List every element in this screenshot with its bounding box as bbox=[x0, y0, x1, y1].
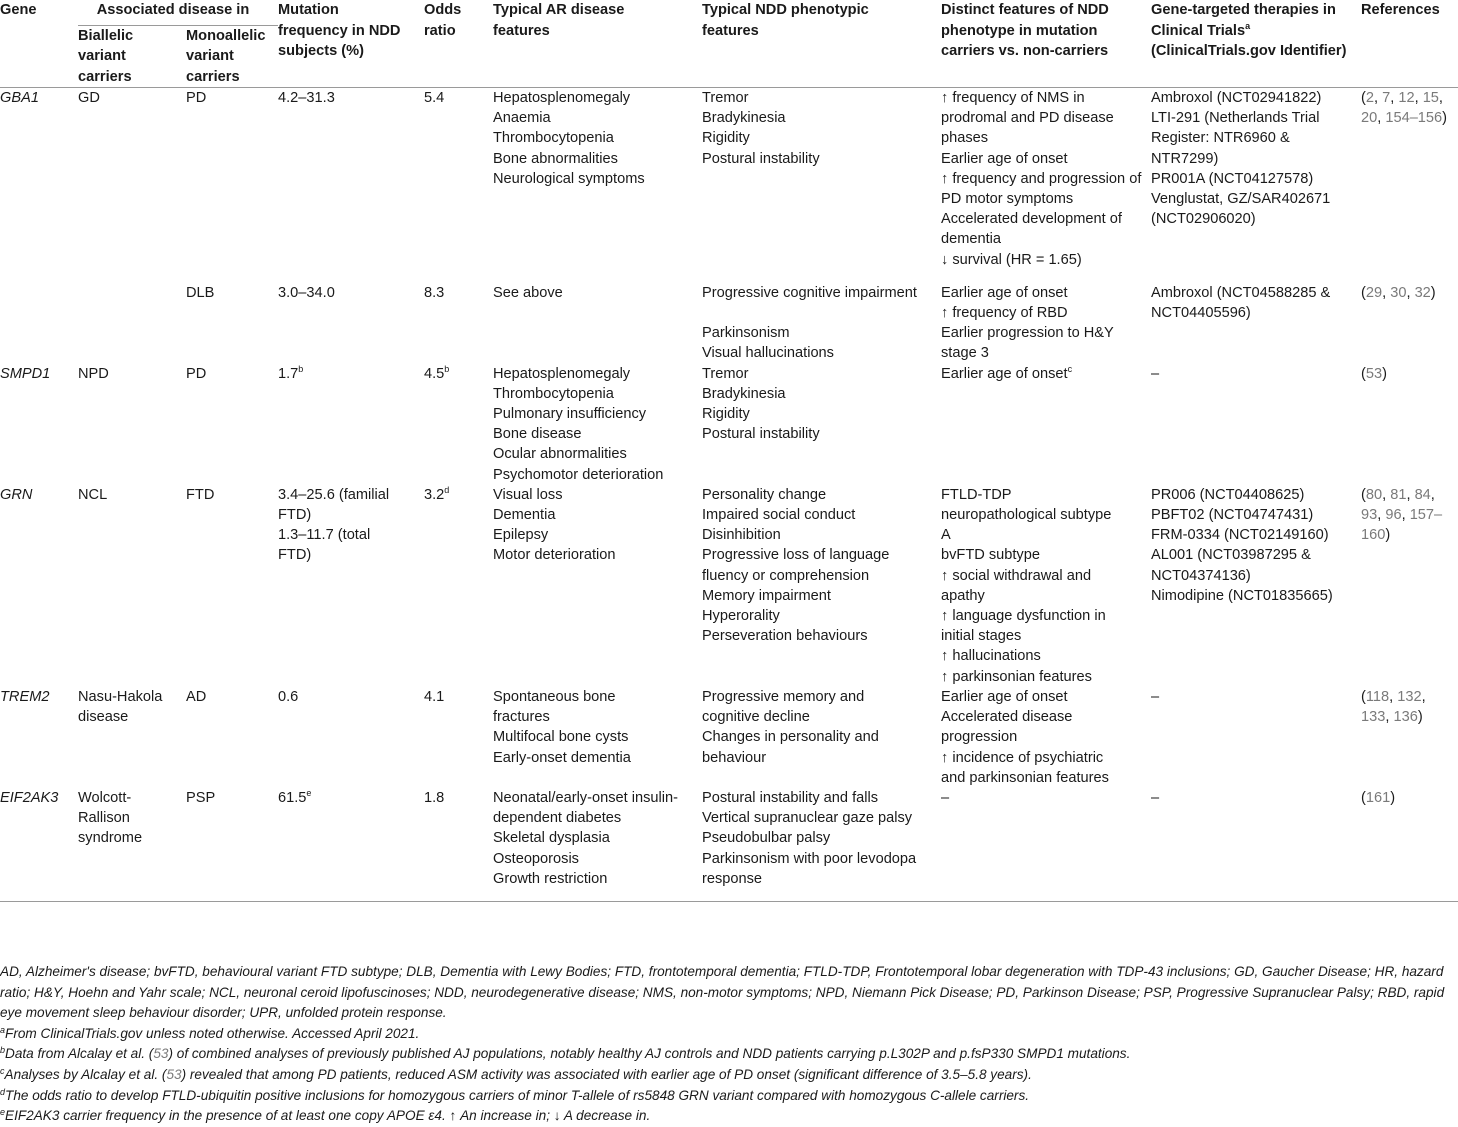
footnote-mark: c bbox=[1067, 363, 1073, 374]
list-item: Visual loss bbox=[493, 486, 563, 503]
list-item: ↓ survival (HR = 1.65) bbox=[941, 251, 1082, 268]
header-therapies-footnote-mark: a bbox=[1245, 20, 1251, 31]
table-row-grn bbox=[0, 485, 1458, 687]
references-cell: (80, 81, 84, 93, 96, 157–160) bbox=[1361, 486, 1443, 544]
footnote-abbreviations: AD, Alzheimer's disease; bvFTD, behavioural variant FTD subtype; DLB, Dementia with Lewy Bodies; FTD, frontotemporal dementia; FTLD-TDP, Frontotemporal lobar degeneration with TDP-43 inclusions; GD, Gaucher Disease; HR, hazard ratio; H&Y, Hoehn and Yahr scale; NCL, neuronal ceroid lipofuscinoses; NDD, neurodegenerative disease; NMS, non-motor symptoms; NPD, Niemann Pick Disease; PD, Parkinson Disease; PSP, Progressive Supranuclear Palsy; RBD, rapid eye movement sleep behaviour disorder; UPR, unfolded protein response. bbox=[0, 964, 1445, 1021]
list-item: Psychomotor deterioration bbox=[493, 466, 664, 483]
odds-cell: 4.1 bbox=[424, 688, 445, 705]
therapies-cell bbox=[1151, 88, 1361, 270]
footnote-text: Data from Alcalay et al. ( bbox=[5, 1046, 154, 1062]
list-item: ↑ language dysfunction in initial stages bbox=[941, 608, 1106, 645]
header-ndd-features: Typical NDD phenotypic features bbox=[702, 0, 941, 88]
list-item: PR006 (NCT04408625) bbox=[1151, 486, 1305, 503]
ref-link[interactable]: 80 bbox=[1365, 486, 1383, 503]
references-cell: (2, 7, 12, 15, 20, 154–156) bbox=[1361, 90, 1448, 127]
list-item: Personality change bbox=[702, 486, 827, 503]
list-item: Pseudobulbar palsy bbox=[702, 830, 831, 847]
footnote-mark: b bbox=[444, 363, 450, 374]
frequency-cell bbox=[278, 788, 424, 902]
ref-link[interactable]: 53 bbox=[1365, 365, 1383, 382]
list-item: Progressive cognitive impairment bbox=[702, 284, 917, 301]
therapies-cell: – bbox=[1151, 688, 1160, 705]
list-item: Bradykinesia bbox=[702, 385, 786, 402]
references-cell: (53) bbox=[1361, 365, 1387, 382]
header-biallelic: Biallelic variant carriers bbox=[78, 25, 186, 88]
ndd-features-cell bbox=[702, 485, 941, 687]
ref-link[interactable]: 30 bbox=[1390, 284, 1407, 301]
monoallelic-cell: AD bbox=[186, 688, 207, 705]
list-item: Epilepsy bbox=[493, 527, 549, 544]
frequency-cell: 0.6 bbox=[278, 688, 299, 705]
list-item: Changes in personality and behaviour bbox=[702, 729, 879, 766]
odds-cell bbox=[424, 364, 493, 485]
footnote-mark: d bbox=[444, 484, 450, 495]
list-item: Parkinsonism with poor levodopa response bbox=[702, 850, 917, 887]
list-item: ↑ frequency of RBD bbox=[941, 305, 1068, 322]
references-cell: (118, 132, 133, 136) bbox=[1361, 688, 1426, 726]
ref-link[interactable]: 84 bbox=[1414, 486, 1431, 503]
footnote-text: The odds ratio to develop FTLD-ubiquitin positive inclusions for homozygous carriers of minor T-allele of rs5848 GRN variant compared with homozygous C-allele carriers. bbox=[5, 1087, 1030, 1103]
list-item: Anaemia bbox=[493, 110, 551, 127]
gene-cell: SMPD1 bbox=[0, 365, 51, 382]
list-item: Earlier age of onset bbox=[941, 150, 1068, 167]
ref-link[interactable]: 81 bbox=[1390, 486, 1407, 503]
frequency-cell bbox=[278, 485, 424, 687]
biallelic-cell: Wolcott-Rallison syndrome bbox=[78, 788, 186, 902]
table-row-smpd1 bbox=[0, 364, 1458, 485]
header-therapies bbox=[1151, 0, 1361, 88]
table-footnotes bbox=[0, 962, 1458, 1127]
list-item: Ocular abnormalities bbox=[493, 446, 627, 463]
list-item: Earlier age of onset bbox=[941, 688, 1068, 705]
header-therapies-identifier: (ClinicalTrials.gov Identifier) bbox=[1151, 43, 1347, 59]
odds-cell: 1.8 bbox=[424, 788, 493, 902]
footnote-text: From ClinicalTrials.gov unless noted otherwise. Accessed April 2021. bbox=[5, 1025, 420, 1041]
gene-cell: EIF2AK3 bbox=[0, 788, 78, 902]
distinct-features-cell bbox=[941, 364, 1151, 485]
list-item: Impaired social conduct bbox=[702, 507, 856, 524]
footnote-b bbox=[0, 1044, 1458, 1065]
distinct-features-cell bbox=[941, 687, 1151, 788]
monoallelic-cell: FTD bbox=[186, 486, 215, 503]
footnote-d bbox=[0, 1086, 1458, 1107]
odds-value: 3.2 bbox=[424, 486, 445, 503]
ref-link[interactable]: 29 bbox=[1365, 284, 1383, 301]
list-item: Hepatosplenomegaly bbox=[493, 365, 631, 382]
empty-cell bbox=[0, 270, 78, 364]
table-row-gba1-dlb bbox=[0, 270, 1458, 364]
list-item: Disinhibition bbox=[702, 527, 781, 544]
odds-cell: 5.4 bbox=[424, 90, 445, 106]
ndd-features-cell bbox=[702, 364, 941, 485]
frequency-cell: 4.2–31.3 bbox=[278, 90, 335, 106]
ref-link[interactable]: 133 bbox=[1361, 709, 1386, 726]
list-item: ↑ social withdrawal and apathy bbox=[941, 567, 1092, 604]
header-therapies-label: Gene-targeted therapies in Clinical Trials bbox=[1151, 2, 1336, 39]
ref-link[interactable]: 93 bbox=[1361, 507, 1378, 524]
list-item: Venglustat, GZ/SAR402671 (NCT02906020) bbox=[1151, 191, 1331, 228]
footnote-text: ) revealed that among PD patients, reduced ASM activity was associated with earlier age of PD onset (significant difference of 3.5–5.8 years). bbox=[181, 1066, 1032, 1082]
header-monoallelic: Monoallelic variant carriers bbox=[186, 25, 278, 88]
list-item: Memory impairment bbox=[702, 587, 831, 604]
list-item: Visual hallucinations bbox=[702, 345, 834, 362]
list-item: PR001A (NCT04127578) bbox=[1151, 170, 1314, 187]
list-item: Early-onset dementia bbox=[493, 749, 631, 766]
table-row-gba1-pd bbox=[0, 88, 1458, 270]
header-ar-features: Typical AR disease features bbox=[493, 0, 702, 88]
monoallelic-cell: PSP bbox=[186, 788, 278, 902]
footnote-text: EIF2AK3 carrier frequency in the presence of at least one copy APOE ε4. ↑ An increase in; ↓ A decrease in. bbox=[5, 1108, 651, 1124]
list-item: Perseveration behaviours bbox=[702, 628, 868, 645]
list-item: Bone disease bbox=[493, 426, 582, 443]
odds-value: 4.5 bbox=[424, 365, 445, 382]
footnote-mark: a bbox=[0, 1024, 6, 1035]
ref-paren: ( bbox=[1361, 90, 1366, 106]
therapies-cell bbox=[1151, 485, 1361, 687]
list-item: Ambroxol (NCT02941822) bbox=[1151, 90, 1322, 106]
list-item: Rigidity bbox=[702, 406, 750, 423]
therapies-cell: Ambroxol (NCT04588285 & NCT04405596) bbox=[1151, 284, 1331, 322]
footnote-a bbox=[0, 1024, 1458, 1045]
footnote-mark: e bbox=[306, 787, 312, 798]
footnote-mark: b bbox=[0, 1045, 6, 1056]
therapies-cell: – bbox=[1151, 788, 1361, 902]
ref-link[interactable]: 161 bbox=[1365, 789, 1391, 806]
ndd-features-cell bbox=[702, 788, 941, 902]
gene-cell: GBA1 bbox=[0, 90, 39, 106]
header-references: References bbox=[1361, 0, 1458, 88]
ar-features-cell bbox=[493, 364, 702, 485]
list-item: Hepatosplenomegaly bbox=[493, 90, 631, 106]
ref-link[interactable]: 53 bbox=[153, 1046, 169, 1062]
ref-link[interactable]: 15 bbox=[1422, 90, 1439, 106]
list-item: ↑ parkinsonian features bbox=[941, 668, 1092, 685]
header-odds-ratio: Odds ratio bbox=[424, 0, 493, 88]
list-item: bvFTD subtype bbox=[941, 547, 1040, 564]
ref-paren: ) bbox=[1442, 110, 1448, 127]
list-item: Postural instability bbox=[702, 150, 820, 167]
ref-link[interactable]: 157–160 bbox=[1361, 507, 1443, 544]
list-item: Vertical supranuclear gaze palsy bbox=[702, 810, 913, 827]
therapies-cell: – bbox=[1151, 365, 1160, 382]
footnote-mark: e bbox=[0, 1107, 6, 1118]
table-row-eif2ak3 bbox=[0, 788, 1458, 902]
ref-link[interactable]: 136 bbox=[1393, 709, 1418, 726]
list-item: Postural instability and falls bbox=[702, 789, 879, 806]
list-item: Tremor bbox=[702, 365, 749, 382]
ref-link[interactable]: 96 bbox=[1385, 507, 1402, 524]
list-item: ↑ incidence of psychiatric and parkinsonian features bbox=[941, 749, 1109, 786]
list-item: Accelerated disease progression bbox=[941, 709, 1073, 746]
list-item: Progressive memory and cognitive decline bbox=[702, 688, 865, 726]
biallelic-cell: Nasu-Hakola disease bbox=[78, 688, 163, 726]
monoallelic-cell: PD bbox=[186, 365, 207, 382]
biallelic-cell: GD bbox=[78, 90, 100, 106]
frequency-cell bbox=[278, 364, 424, 485]
ndd-features-cell bbox=[702, 687, 941, 788]
ref-link[interactable]: 2 bbox=[1365, 90, 1374, 106]
table-row-trem2 bbox=[0, 687, 1458, 788]
list-item: AL001 (NCT03987295 & NCT04374136) bbox=[1151, 547, 1311, 584]
list-item: LTI-291 (Netherlands Trial Register: NTR6960 & NTR7299) bbox=[1151, 110, 1320, 167]
frequency-value: 61.5 bbox=[278, 789, 307, 806]
list-item: Skeletal dysplasia bbox=[493, 830, 610, 847]
list-item: ↑ frequency and progression of PD motor symptoms bbox=[941, 170, 1142, 208]
distinct-features-cell: – bbox=[941, 788, 1151, 902]
odds-cell bbox=[424, 485, 493, 687]
ref-link[interactable]: 154–156 bbox=[1385, 110, 1443, 127]
list-item: Parkinsonism bbox=[702, 325, 790, 342]
references-cell: (161) bbox=[1361, 788, 1458, 902]
ar-features-cell bbox=[493, 88, 702, 270]
list-item: Osteoporosis bbox=[493, 850, 579, 867]
footnote-e bbox=[0, 1106, 1458, 1127]
list-item: Neonatal/early-onset insulin-dependent diabetes bbox=[493, 789, 678, 827]
header-mutation-frequency: Mutation frequency in NDD subjects (%) bbox=[278, 0, 424, 88]
ref-link[interactable]: 53 bbox=[166, 1066, 182, 1082]
list-item: Neurological symptoms bbox=[493, 170, 645, 187]
list-item: Earlier progression to H&Y stage 3 bbox=[941, 325, 1114, 362]
footnote-mark: b bbox=[298, 363, 304, 374]
ar-features-cell bbox=[493, 788, 702, 902]
list-item: FTLD-TDP neuropathological subtype A bbox=[941, 486, 1112, 544]
references-cell: (29, 30, 32) bbox=[1361, 284, 1436, 301]
list-item: Bradykinesia bbox=[702, 110, 786, 127]
list-item: Progressive loss of language fluency or comprehension bbox=[702, 547, 890, 584]
header-gene: Gene bbox=[0, 0, 78, 88]
list-item: Motor deterioration bbox=[493, 547, 616, 564]
distinct-features-cell bbox=[941, 88, 1151, 270]
ndd-features-cell bbox=[702, 88, 941, 270]
list-item: Bone abnormalities bbox=[493, 150, 618, 167]
ref-link[interactable]: 20 bbox=[1361, 110, 1378, 127]
list-item: Nimodipine (NCT01835665) bbox=[1151, 587, 1333, 604]
empty-cell bbox=[78, 270, 186, 364]
footnote-text: Analyses by Alcalay et al. ( bbox=[4, 1066, 167, 1082]
footnote-text: ) of combined analyses of previously published AJ populations, notably healthy AJ controls and NDD patients carrying p.L302P and p.fsP330 SMPD1 mutations. bbox=[168, 1046, 1131, 1062]
list-item: FRM-0334 (NCT02149160) bbox=[1151, 527, 1329, 544]
list-item: Postural instability bbox=[702, 426, 820, 443]
header-associated-disease: Associated disease in bbox=[78, 0, 278, 25]
footnote-mark: d bbox=[0, 1086, 6, 1097]
ndd-features-cell bbox=[702, 270, 941, 364]
list-item: 1.3–11.7 (total FTD) bbox=[278, 527, 371, 564]
ar-features-cell bbox=[493, 485, 702, 687]
header-distinct-features: Distinct features of NDD phenotype in mutation carriers vs. non-carriers bbox=[941, 0, 1151, 88]
ref-link[interactable]: 118 bbox=[1365, 688, 1390, 705]
gene-cell: GRN bbox=[0, 486, 33, 503]
distinct-features-cell bbox=[941, 270, 1151, 364]
list-item: Dementia bbox=[493, 507, 556, 524]
gene-cell: TREM2 bbox=[0, 688, 50, 705]
ar-features-cell: See above bbox=[493, 284, 563, 301]
ref-link[interactable]: 32 bbox=[1414, 284, 1431, 301]
biallelic-cell: NCL bbox=[78, 486, 108, 503]
list-item: Earlier age of onset bbox=[941, 284, 1068, 301]
list-item: Thrombocytopenia bbox=[493, 385, 614, 402]
ref-link[interactable]: 132 bbox=[1397, 688, 1422, 705]
monoallelic-cell: DLB bbox=[186, 284, 215, 301]
spacer bbox=[702, 303, 941, 323]
frequency-value: 1.7 bbox=[278, 365, 299, 382]
ref-link[interactable]: 7 bbox=[1382, 90, 1391, 106]
list-item: ↑ frequency of NMS in prodromal and PD disease phases bbox=[941, 90, 1114, 147]
list-item: Spontaneous bone fractures bbox=[493, 688, 616, 726]
list-item: ↑ hallucinations bbox=[941, 648, 1041, 665]
list-item: Earlier age of onset bbox=[941, 365, 1068, 382]
list-item: Accelerated development of dementia bbox=[941, 211, 1122, 248]
odds-cell: 8.3 bbox=[424, 284, 445, 301]
list-item: PBFT02 (NCT04747431) bbox=[1151, 507, 1314, 524]
ar-features-cell bbox=[493, 687, 702, 788]
list-item: Multifocal bone cysts bbox=[493, 729, 629, 746]
list-item: Rigidity bbox=[702, 130, 750, 147]
list-item: Growth restriction bbox=[493, 870, 608, 887]
list-item: Hyperorality bbox=[702, 608, 780, 625]
ref-link[interactable]: 12 bbox=[1398, 90, 1415, 106]
list-item: Thrombocytopenia bbox=[493, 130, 614, 147]
list-item: Pulmonary insufficiency bbox=[493, 406, 647, 423]
monoallelic-cell: PD bbox=[186, 90, 207, 106]
footnote-c bbox=[0, 1065, 1458, 1086]
biallelic-cell: NPD bbox=[78, 365, 109, 382]
frequency-cell: 3.0–34.0 bbox=[278, 284, 335, 301]
list-item: Tremor bbox=[702, 90, 749, 106]
footnote-mark: c bbox=[0, 1065, 5, 1076]
distinct-features-cell bbox=[941, 485, 1151, 687]
list-item: 3.4–25.6 (familial FTD) bbox=[278, 486, 390, 524]
